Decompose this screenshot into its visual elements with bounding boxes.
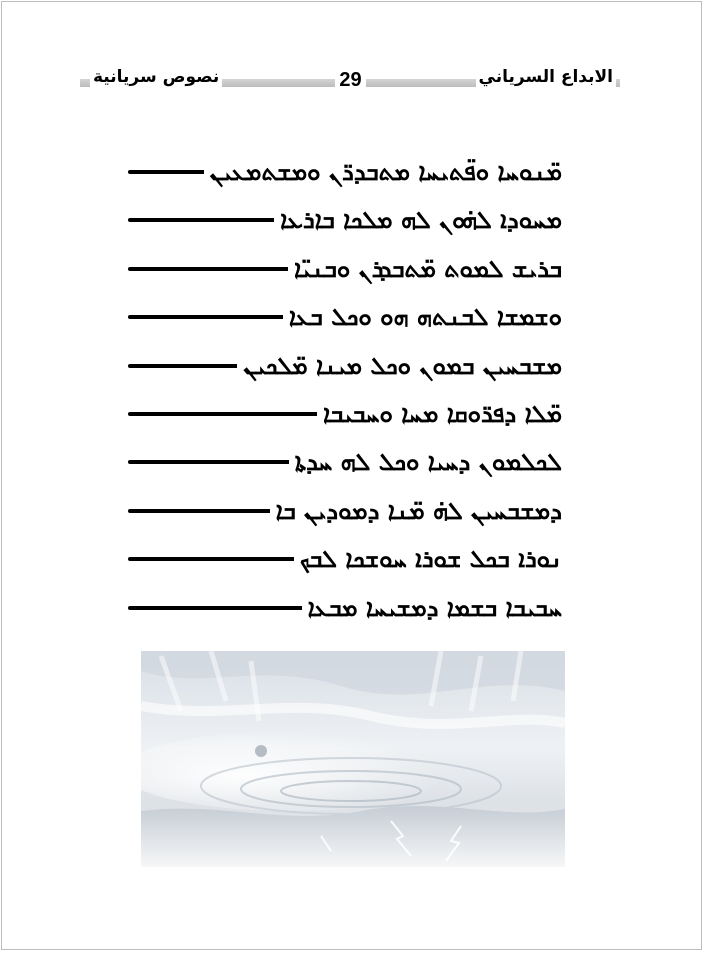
- poem-verse: [128, 249, 568, 289]
- arctic-sky-landscape-image: [141, 651, 565, 867]
- running-header: [80, 64, 620, 98]
- poem-verse: [128, 200, 568, 240]
- poem: [128, 152, 568, 636]
- poem-verse: [128, 297, 568, 337]
- verse-text: ܚܒܝܒܐ ܒܫܡܐ ܕܡܫܝܚܐ ܡܒܥܐ: [302, 588, 568, 628]
- verse-text: ܢܘܪܐ ܒܟܠ ܫܘܪܐ ܚܘܫܟܐ ܠܒܟ: [294, 539, 568, 579]
- poem-verse: [128, 346, 568, 386]
- section-title: نصوص سريانية: [90, 66, 222, 88]
- verse-text: ܒܪܝܫ ܠܡܘܬ ܡ̈ܬܒܕܪܢ ܘܒܢܝ̈ܐ: [288, 249, 568, 289]
- verse-text: ܠܟܠܡܘܢ ܕܚܝܐ ܘܟܠ ܠܗ ܚܕܬܐ: [289, 442, 568, 482]
- poem-verse: [128, 588, 568, 628]
- verse-text: ܡ̈ܢܘܚܐ ܘܦ̈ܬܝܚܐ ܡܬܒܕܪ̈ܢ ܘܡܫܬܡܥܝܢ: [204, 152, 568, 192]
- poem-verse: [128, 394, 568, 434]
- magazine-title: الابداع السرياني: [476, 66, 616, 88]
- verse-text: ܡܚܘܕܐ ܠܗ̇ܘܢ ܠܗ ܡܠܟܐ ܒܐܪܥܐ: [274, 200, 568, 240]
- verse-text: ܡ̈ܠܐ ܕܦܪ̈ܘܩܐ ܡܚܐ ܘܚܒܝܒܐ: [317, 394, 568, 434]
- poem-verse: [128, 539, 568, 579]
- verse-text: ܘܫܡܫܐ ܠܒܢܬܗ ܗܘ ܘܟܠ ܒܥܐ: [283, 297, 568, 337]
- poem-verse: [128, 491, 568, 531]
- poem-verse: [128, 152, 568, 192]
- verse-text: ܡܫܒܚܝܢ ܒܡܘܢ ܘܟܠ ܡܝܢܐ ܡ̈ܠܟܝܢ: [237, 346, 568, 386]
- poem-verse: [128, 442, 568, 482]
- page-number: 29: [339, 69, 362, 91]
- verse-text: ܕܡܫܒܚܝܢ ܠܗ̇ ܡ̈ܢܐ ܕܡܘܕܝܢ ܒܐ: [270, 491, 568, 531]
